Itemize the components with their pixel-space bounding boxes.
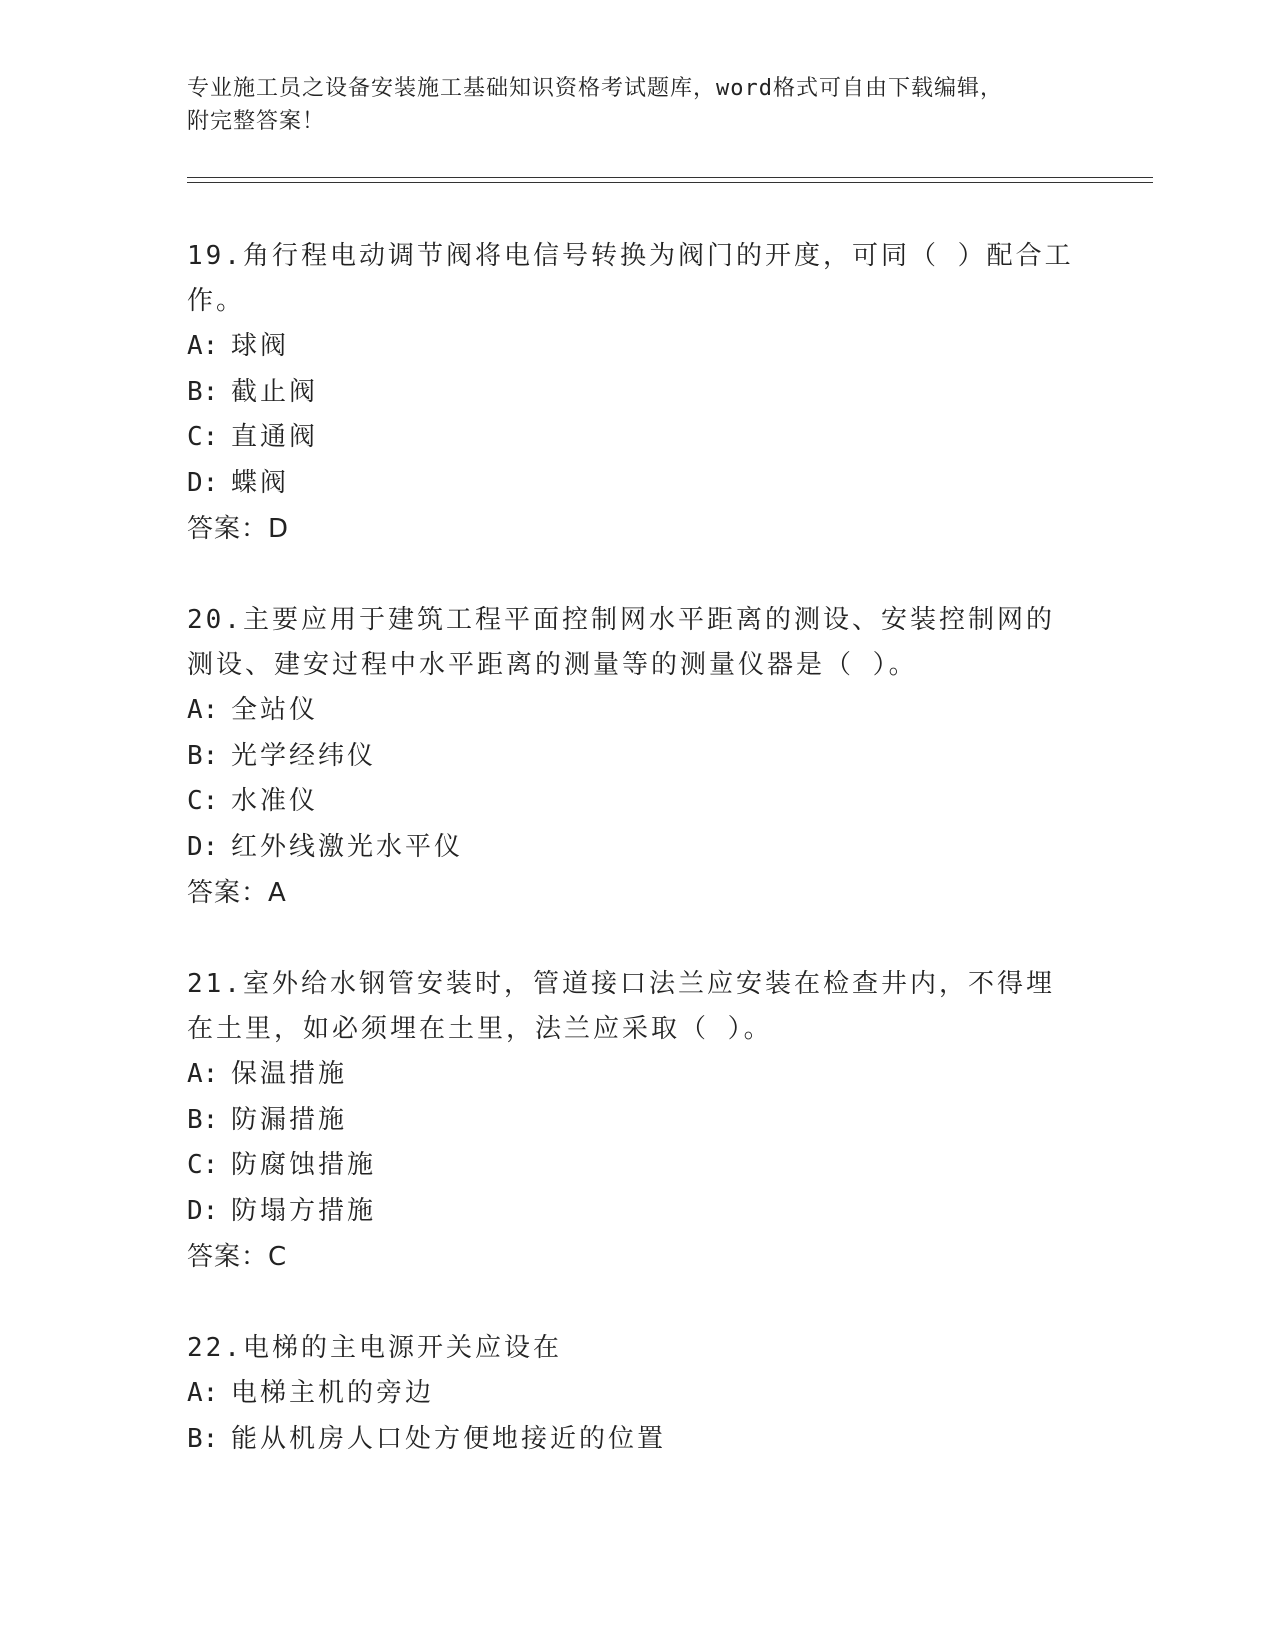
option-a: [187, 688, 1077, 734]
option-text: 蝶阀: [231, 467, 290, 498]
question-22: [187, 1326, 1077, 1462]
option-b: [187, 734, 1077, 780]
option-text: 防塌方措施: [231, 1195, 377, 1226]
option-letter: D:: [187, 1195, 219, 1226]
header-line-1: 专业施工员之设备安装施工基础知识资格考试题库，word格式可自由下载编辑，: [187, 76, 1003, 101]
question-stem: 主要应用于建筑工程平面控制网水平距离的测设、安装控制网的测设、建安过程中水平距离的测量等的测量仪器是（ ）。: [187, 605, 1055, 680]
question-text: [187, 962, 1077, 1052]
option-letter: A:: [187, 695, 219, 725]
option-letter: A:: [187, 1059, 219, 1089]
question-stem: 室外给水钢管安装时，管道接口法兰应安装在检查井内，不得埋在土里，如必须埋在土里，法兰应采取（ ）。: [187, 969, 1055, 1044]
option-letter: A:: [187, 1378, 219, 1408]
option-a: [187, 1052, 1077, 1098]
option-text: 防腐蚀措施: [231, 1150, 377, 1180]
option-c: [187, 415, 1077, 461]
option-text: 电梯主机的旁边: [231, 1378, 435, 1408]
option-text: 防漏措施: [231, 1104, 348, 1135]
option-letter: C:: [187, 1150, 219, 1180]
question-number: 20.: [187, 605, 243, 635]
option-letter: D:: [187, 831, 219, 862]
answer-line: 答案：A: [187, 878, 287, 908]
option-letter: C:: [187, 422, 219, 452]
option-text: 保温措施: [231, 1059, 348, 1089]
option-a: [187, 1371, 1077, 1417]
question-number: 22.: [187, 1333, 243, 1363]
option-text: 直通阀: [231, 422, 319, 452]
option-text: 水准仪: [231, 786, 319, 816]
option-text: 全站仪: [231, 695, 319, 725]
option-d: [187, 1189, 1077, 1235]
option-letter: A:: [187, 331, 219, 361]
document-header: [187, 72, 1067, 138]
option-letter: B:: [187, 1104, 219, 1135]
answer-line: 答案：D: [187, 514, 290, 544]
option-text: 截止阀: [231, 376, 319, 407]
header-divider-bottom: [187, 182, 1153, 183]
option-letter: D:: [187, 467, 219, 498]
option-b: [187, 370, 1077, 416]
option-text: 光学经纬仪: [231, 740, 377, 771]
option-d: [187, 825, 1077, 871]
option-b: [187, 1417, 1077, 1463]
question-stem: 角行程电动调节阀将电信号转换为阀门的开度，可同（ ）配合工作。: [187, 241, 1074, 316]
option-letter: C:: [187, 786, 219, 816]
question-stem: 电梯的主电源开关应设在: [242, 1333, 562, 1363]
question-number: 21.: [187, 969, 243, 999]
option-text: 能从机房人口处方便地接近的位置: [231, 1423, 667, 1454]
option-c: [187, 779, 1077, 825]
option-b: [187, 1098, 1077, 1144]
option-d: [187, 461, 1077, 507]
option-c: [187, 1143, 1077, 1189]
option-a: [187, 324, 1077, 370]
question-text: [187, 598, 1077, 688]
option-text: 红外线激光水平仪: [231, 831, 464, 862]
question-19: [187, 234, 1077, 552]
question-number: 19.: [187, 241, 243, 271]
answer-line: 答案：C: [187, 1242, 288, 1272]
header-divider-top: [187, 177, 1153, 178]
question-20: [187, 598, 1077, 916]
option-letter: B:: [187, 740, 219, 771]
question-text: [187, 234, 1077, 324]
option-letter: B:: [187, 1423, 219, 1454]
question-text: [187, 1326, 1077, 1371]
option-letter: B:: [187, 376, 219, 407]
header-line-2: 附完整答案！: [187, 109, 326, 134]
question-21: [187, 962, 1077, 1280]
option-text: 球阀: [231, 331, 290, 361]
